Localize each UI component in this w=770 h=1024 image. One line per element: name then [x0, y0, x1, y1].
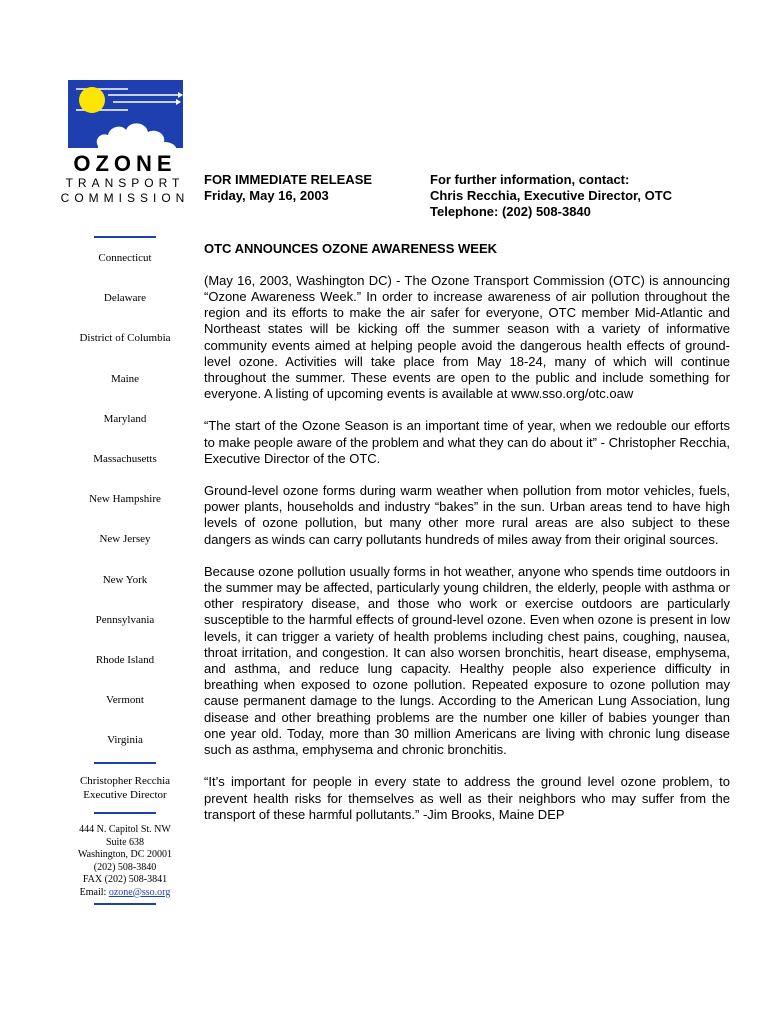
- sidebar: [60, 80, 190, 905]
- release-date: Friday, May 16, 2003: [204, 188, 329, 204]
- state-item: Vermont: [106, 694, 144, 707]
- state-item: Delaware: [103, 292, 147, 305]
- address-phone: (202) 508-3840: [93, 861, 157, 873]
- press-release-body: [204, 172, 730, 823]
- email-link[interactable]: ozone@sso.org: [108, 886, 171, 898]
- release-info: [204, 172, 430, 221]
- divider: [94, 903, 156, 905]
- director-title: Executive Director: [83, 789, 167, 802]
- member-states-list: [60, 252, 190, 762]
- paragraph: Because ozone pollution usually forms in hot weather, anyone who spends time outdoors in the summer may be affected, particularly young children, the elderly, people with asthma or other respiratory disease, and those who work or exercise outdoors are particularly susceptible to the harmful effects of ground-level ozone. Even when ozone is present in low levels, it can trigger a variety of health problems including chest pains, coughing, nausea, throat irritation, and congestion. It can also worsen bronchitis, heart disease, emphysema, and asthma, and reduce lung capacity. Healthy people also experience difficulty in breathing when exposed to ozone pollution. Repeated exposure to ozone pollution may cause permanent damage to the lungs. According to the American Lung Association, lung disease and other breathing problems are the number one killer of babies younger than one year old. Today, more than 30 million Americans are living with chronic lung disease such as asthma, emphysema and chronic bronchitis.: [204, 563, 730, 758]
- contact-label: For further information, contact:: [430, 172, 630, 187]
- contact-info: [430, 172, 672, 221]
- divider: [94, 762, 156, 764]
- address-suite: Suite 638: [105, 836, 145, 848]
- state-item: New York: [102, 573, 148, 586]
- state-item: New Jersey: [99, 533, 151, 546]
- divider: [94, 812, 156, 814]
- headline: OTC ANNOUNCES OZONE AWARENESS WEEK: [204, 240, 498, 256]
- contact-phone: Telephone: (202) 508-3840: [430, 204, 591, 220]
- state-item: Connecticut: [98, 252, 152, 264]
- state-item: Rhode Island: [95, 653, 155, 666]
- quote-paragraph: “It’s important for people in every state to address the ground level ozone problem, to prevent health risks for themselves as well as their neighbors who may suffer from the transport of these harmful pollutants.” -Jim Brooks, Maine DEP: [204, 774, 730, 822]
- release-label: FOR IMMEDIATE RELEASE: [204, 172, 373, 187]
- state-item: Maryland: [103, 412, 147, 425]
- contact-name: Chris Recchia, Executive Director, OTC: [430, 188, 673, 204]
- email-label: Email:: [79, 886, 109, 898]
- divider: [94, 236, 156, 238]
- paragraph: (May 16, 2003, Washington DC) - The Ozone Transport Commission (OTC) is announcing “Ozone Awareness Week.” In order to increase awareness of air pollution throughout the region and its efforts to make the air safer for everyone, OTC member Mid-Atlantic and Northeast states will be kicking off the summer season with a variety of informative community events aimed at helping people avoid the dangerous health effects of ground-level ozone. Activities will take place from May 18-24, many of which will continue throughout the summer. These events are open to the public and include something for everyone. A listing of upcoming events is available at www.sso.org/otc.oaw: [204, 272, 730, 402]
- state-item: Pennsylvania: [95, 613, 155, 626]
- address-block: [60, 824, 190, 899]
- org-name-line3: COMMISSION: [60, 191, 190, 205]
- org-name-line2: TRANSPORT: [65, 176, 185, 190]
- director-block: [60, 774, 190, 802]
- address-fax: FAX (202) 508-3841: [82, 874, 168, 886]
- state-item: Massachusetts: [93, 452, 157, 465]
- address-email-line: [60, 887, 190, 900]
- release-header: [204, 172, 730, 221]
- address-city: Washington, DC 20001: [78, 849, 172, 861]
- paragraph: Ground-level ozone forms during warm weather when pollution from motor vehicles, fuels, power plants, households and industry “bakes” in the sun. Urban areas tend to have high levels of ozone pollution, but many other more rural areas are also subject to these dangers as winds can carry pollutants hundreds of miles away from their original sources.: [204, 483, 730, 547]
- state-item: Virginia: [107, 734, 143, 747]
- address-street: 444 N. Capitol St. NW: [79, 824, 171, 836]
- state-item: New Hampshire: [89, 493, 161, 506]
- state-item: District of Columbia: [79, 332, 171, 345]
- quote-paragraph: “The start of the Ozone Season is an important time of year, when we redouble our efforts to make people aware of the problem and what they can do about it” - Christopher Recchia, Executive Director of the OTC.: [204, 418, 730, 466]
- org-name-line1: OZONE: [73, 151, 177, 176]
- state-item: Maine: [110, 372, 140, 385]
- director-name: Christopher Recchia: [79, 775, 171, 788]
- otc-logo-icon: [68, 80, 183, 148]
